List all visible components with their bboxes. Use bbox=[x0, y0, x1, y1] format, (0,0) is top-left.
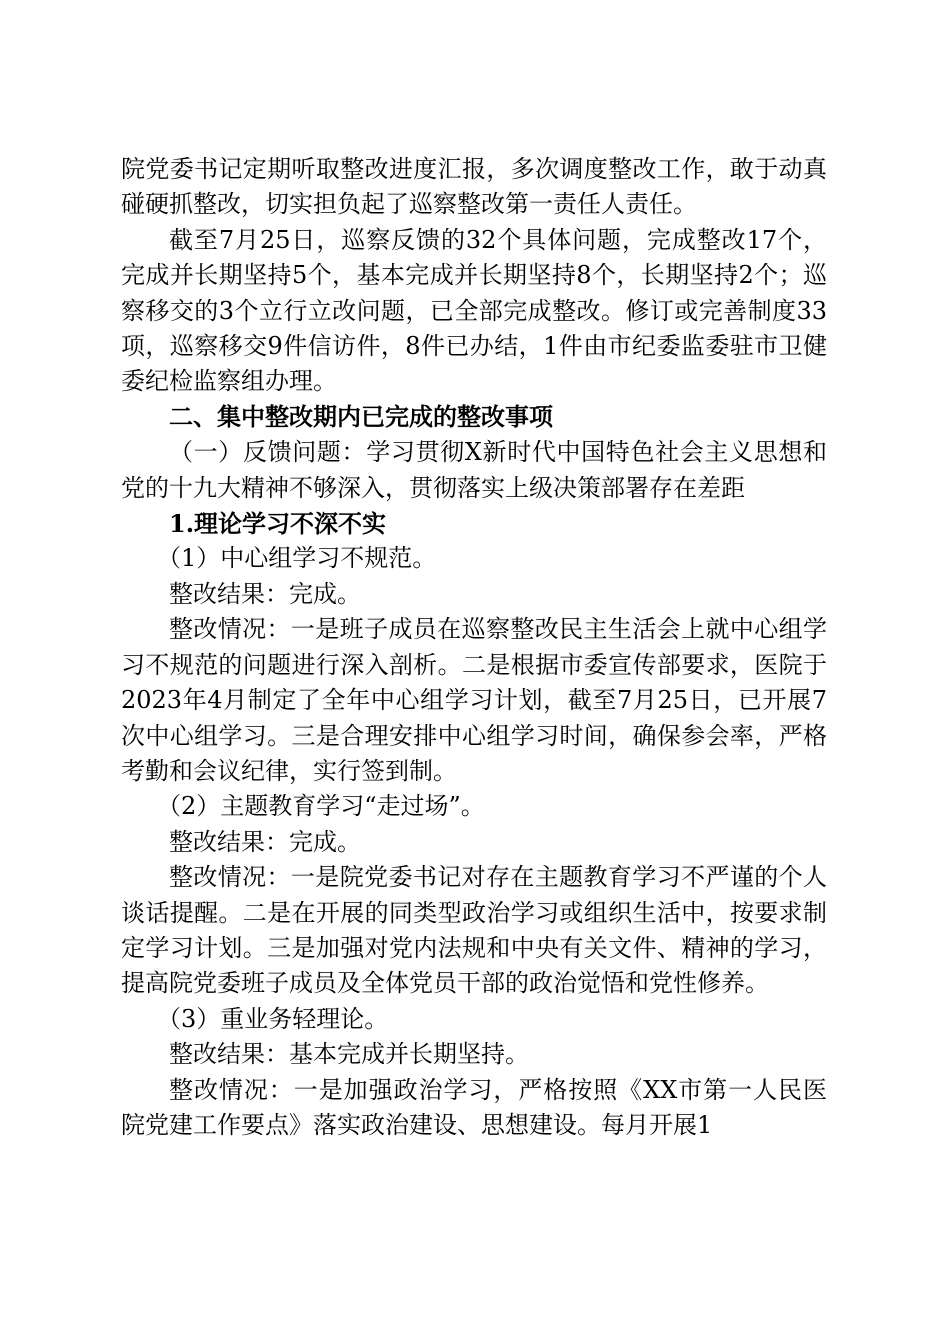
rectification-detail: 整改情况：一是加强政治学习，严格按照《XX市第一人民医院党建工作要点》落实政治建设、思想建设。每月开展1 bbox=[121, 1075, 827, 1139]
rectification-result: 整改结果：完成。 bbox=[169, 579, 361, 608]
rectification-detail: 整改情况：一是班子成员在巡察整改民主生活会上就中心组学习不规范的问题进行深入剖析。二是根据市委宣传部要求，医院于2023年4月制定了全年中心组学习计划，截至7月25日，已开展7次中心组学习。三是合理安排中心组学习时间，确保参会率，严格考勤和会议纪律，实行签到制。 bbox=[121, 615, 827, 785]
sub-item-heading: （2）主题教育学习“走过场”。 bbox=[157, 792, 485, 821]
subsection-heading: （一）反馈问题：学习贯彻X新时代中国特色社会主义思想和党的十九大精神不够深入，贯彻落实上级决策部署存在差距 bbox=[121, 438, 827, 502]
sub-item-heading: （1）中心组学习不规范。 bbox=[157, 544, 437, 573]
document-body bbox=[121, 152, 827, 1143]
paragraph-progress-summary: 截至7月25日，巡察反馈的32个具体问题，完成整改17个，完成并长期坚持5个，基本完成并长期坚持8个，长期坚持2个；巡察移交的3个立行立改问题，已全部完成整改。修订或完善制度33项，巡察移交9件信访件，8件已办结，1件由市纪委监委驻市卫健委纪检监察组办理。 bbox=[121, 225, 827, 396]
section-heading: 二、集中整改期内已完成的整改事项 bbox=[169, 402, 553, 431]
sub-item-heading: （3）重业务轻理论。 bbox=[157, 1004, 389, 1033]
item-heading: 1.理论学习不深不实 bbox=[169, 509, 387, 539]
rectification-detail: 整改情况：一是院党委书记对存在主题教育学习不严谨的个人谈话提醒。二是在开展的同类型政治学习或组织生活中，按要求制定学习计划。三是加强对党内法规和中央有关文件、精神的学习，提高院党委班子成员及全体党员干部的政治觉悟和党性修养。 bbox=[121, 863, 827, 998]
rectification-result: 整改结果：基本完成并长期坚持。 bbox=[169, 1040, 529, 1069]
paragraph-continuation: 院党委书记定期听取整改进度汇报，多次调度整改工作，敢于动真碰硬抓整改，切实担负起了巡察整改第一责任人责任。 bbox=[121, 155, 827, 219]
rectification-result: 整改结果：完成。 bbox=[169, 827, 361, 856]
